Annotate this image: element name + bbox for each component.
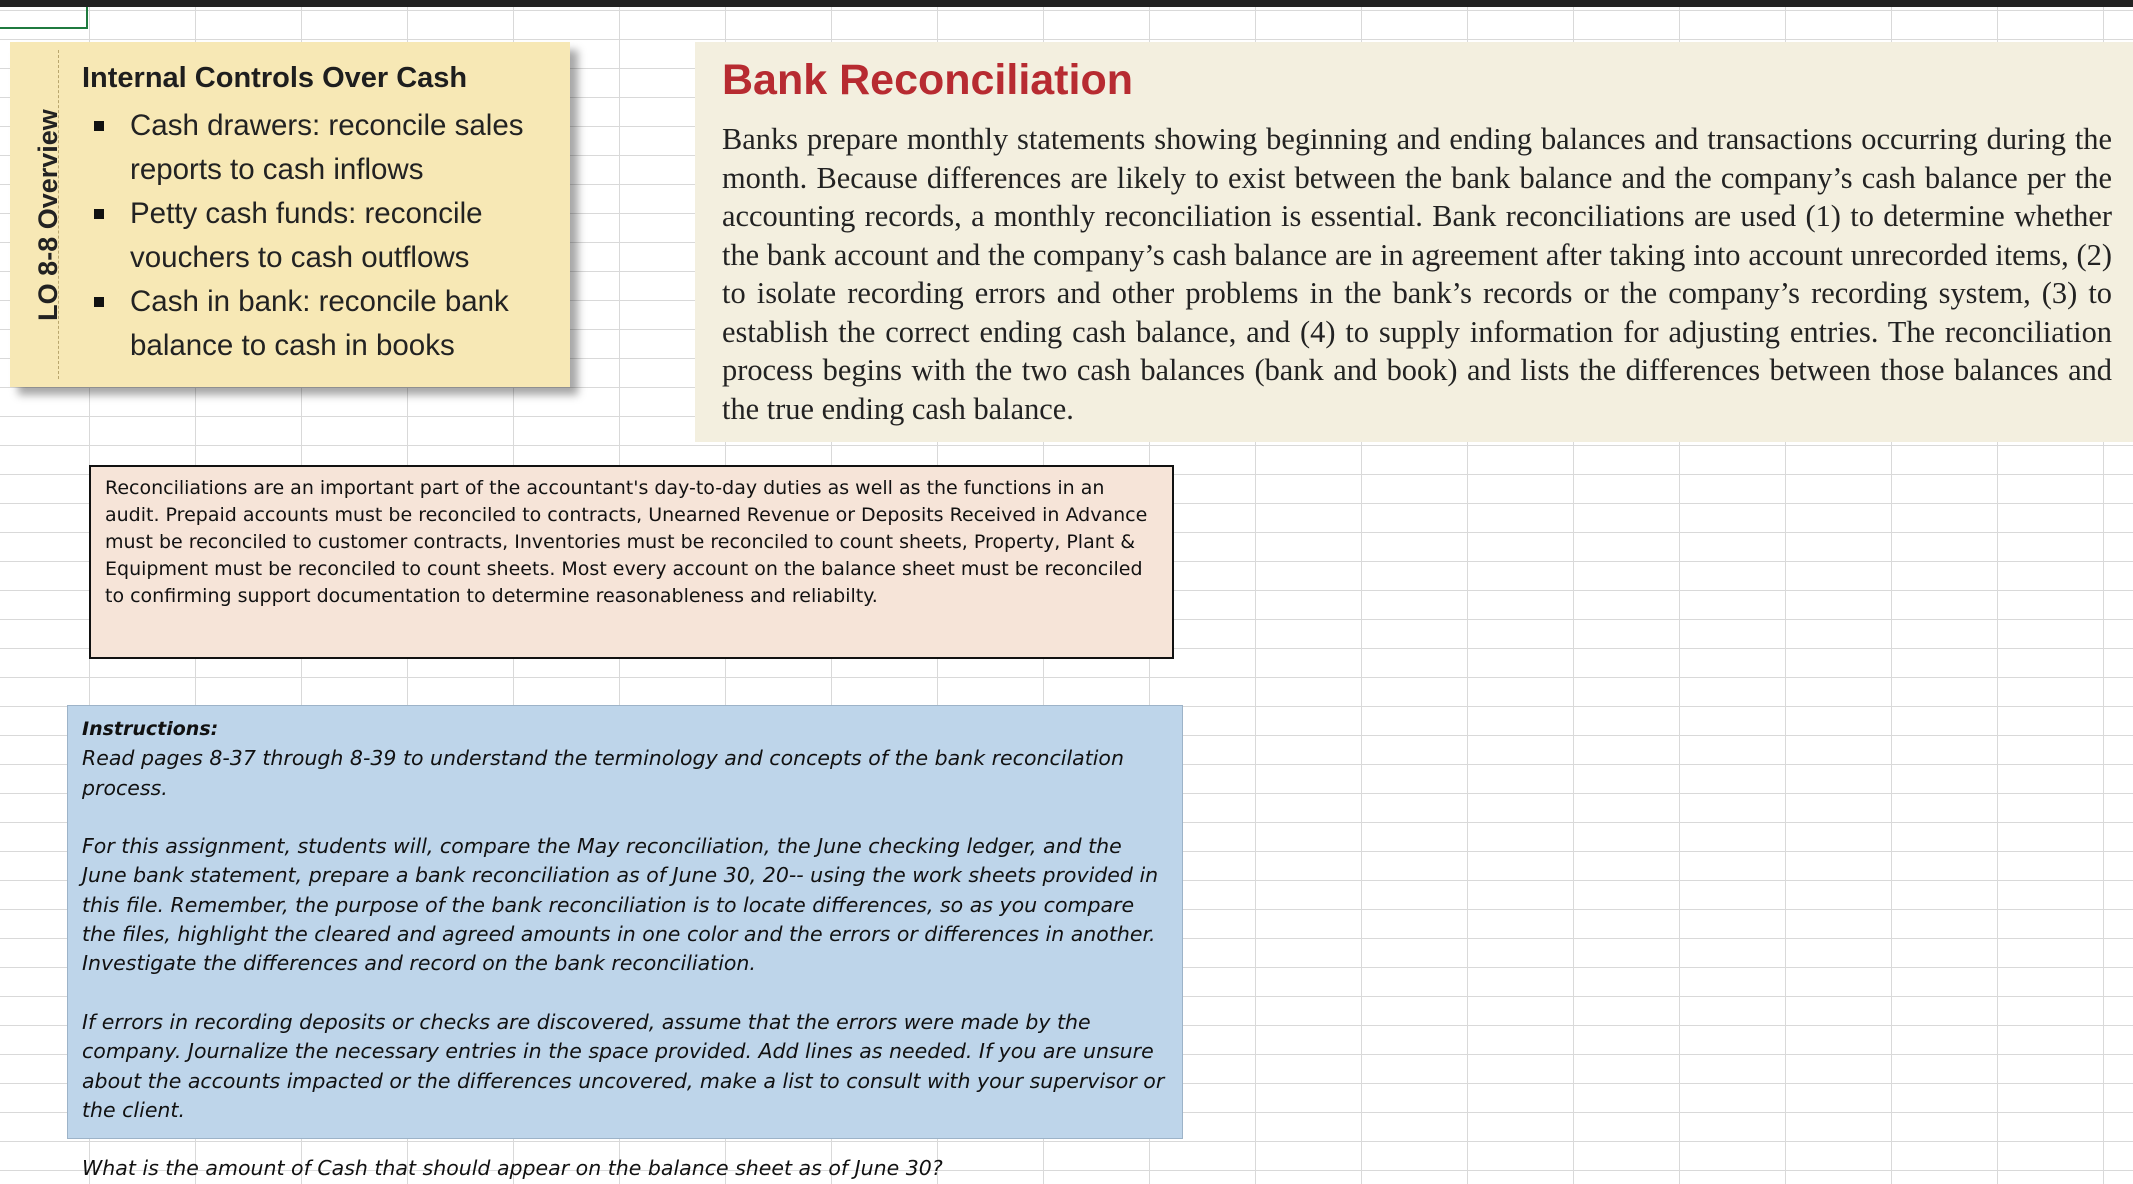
instructions-assignment: For this assignment, students will, compare the May reconciliation, the June checking ledger, and the June bank statement, prepare a bank reconciliation as of June 30, 20-- using the work sheets provided in this file. Remember, the purpose of the bank reconciliation is to locate differences, so as you compare the files, highlight the cleared and agreed amounts in one color and the errors or differences in another. Investigate the differences and record on the bank reconciliation. bbox=[82, 834, 1159, 976]
instructions-errors: If errors in recording deposits or checks are discovered, assume that the errors were made by the company. Journalize the necessary entries in the space provided. Add lines as needed. If you are unsure about the accounts impacted or the differences uncovered, make a list to consult with your supervisor or the client. bbox=[82, 1009, 1165, 1122]
list-item: Cash in bank: reconcile bank balance to cash in books bbox=[82, 280, 562, 368]
square-bullet-icon bbox=[94, 297, 104, 307]
lo-side-label: LO 8-8 Overview bbox=[33, 109, 63, 321]
instructions-heading: Instructions: bbox=[82, 718, 219, 740]
reconciliation-note-text: Reconciliations are an important part of the accountant's day-to-day duties as well as the functions in an audit. Prepaid accounts must be reconciled to contracts, Unearned Revenue or Deposits Received in Advance must be reconciled to customer contracts, Inventories must be reconciled to count sheets, Property, Plant & Equipment must be reconciled to count sheets. Most every account on the balance sheet must be reconciled to confirming support documentation to determine reasonableness and reliabilty. bbox=[105, 477, 1148, 607]
list-item: Petty cash funds: reconcile vouchers to cash outflows bbox=[82, 192, 562, 280]
list-item: Cash drawers: reconcile sales reports to cash inflows bbox=[82, 104, 562, 192]
window-top-bar bbox=[0, 0, 2133, 7]
lo-overview-card[interactable] bbox=[10, 42, 570, 387]
square-bullet-icon bbox=[94, 121, 104, 131]
instructions-question: What is the amount of Cash that should appear on the balance sheet as of June 30? bbox=[82, 1156, 943, 1181]
selected-cell[interactable] bbox=[0, 7, 88, 29]
bank-reconciliation-panel[interactable] bbox=[695, 42, 2133, 442]
instructions-reading: Read pages 8-37 through 8-39 to understand the terminology and concepts of the bank reconcilation process. bbox=[82, 746, 1124, 800]
controls-list bbox=[82, 104, 562, 368]
instructions-textbox[interactable] bbox=[67, 705, 1183, 1181]
bank-reconciliation-body: Banks prepare monthly statements showing beginning and ending balances and transactions occurring during the month. Because differences are likely to exist between the bank balance and the company’s cash balance per the accounting records, a monthly reconciliation is essential. Bank reconciliations are used (1) to determine whether the bank account and the company’s cash balance are in agreement after taking into account unrecorded items, (2) to isolate recording errors and other problems in the bank’s records or the company’s recording system, (3) to establish the correct ending cash balance, and (4) to supply information for adjusting entries. The reconciliation process begins with the two cash balances (bank and book) and lists the differences between those balances and the true ending cash balance. bbox=[722, 122, 2112, 426]
lo-card-title: Internal Controls Over Cash bbox=[82, 62, 468, 94]
square-bullet-icon bbox=[94, 209, 104, 219]
reconciliation-note-textbox[interactable] bbox=[89, 465, 1174, 659]
bank-reconciliation-title: Bank Reconciliation bbox=[722, 56, 1133, 104]
card-divider bbox=[58, 50, 59, 379]
